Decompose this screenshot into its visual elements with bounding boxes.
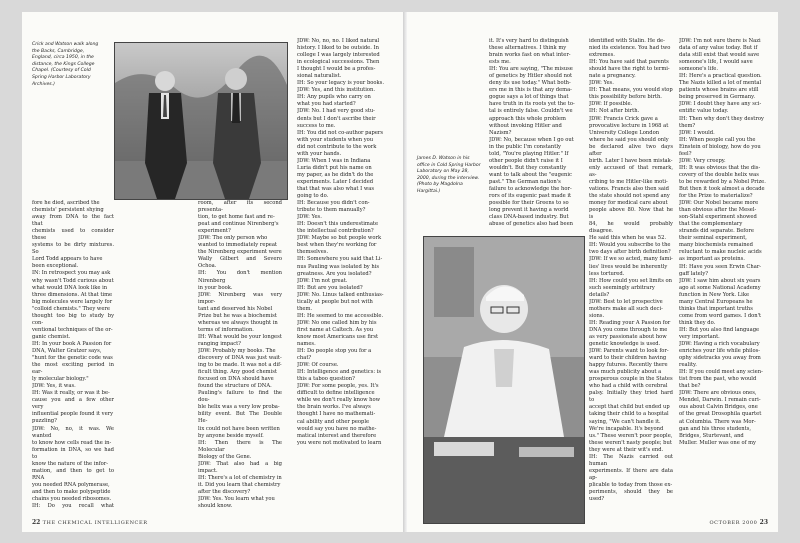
- text-line: entific value today.: [679, 108, 729, 115]
- text-line: chemists used to consider these: [32, 228, 114, 242]
- text-line: ing to be made. It was not a dif-: [198, 362, 282, 369]
- text-line: the state should not spend any: [589, 193, 670, 200]
- photo-watson-crick-graphic: [115, 43, 287, 199]
- text-line: for the Prize to materialize?: [679, 193, 753, 200]
- text-line: feel?: [679, 150, 692, 157]
- text-line: ago at some National Academy: [679, 284, 761, 291]
- text-line: mation, and then to get to RNA: [32, 467, 114, 481]
- text-line: IH: Reading your A Passion for: [589, 319, 671, 326]
- text-line: big molecules were largely for: [32, 298, 113, 305]
- text-line: names.: [297, 341, 316, 348]
- text-line: He said this when he was 52.: [589, 235, 667, 242]
- text-line: my paper, as he didn't do the: [297, 171, 374, 178]
- text-line: JDW: Francis Crick gave a: [589, 115, 658, 122]
- text-line: tist from the past, who would: [679, 376, 757, 383]
- text-line: IH: So your legacy is your books.: [297, 80, 384, 87]
- text-line: peat and continue Nirenberg's: [198, 221, 279, 228]
- text-line: and then to make polypeptide: [32, 488, 111, 495]
- text-line: plicable to today from those ex-: [589, 481, 673, 488]
- text-line: chemists' persistent shying: [32, 207, 104, 214]
- photo-caption-left: Crick and Watson walk along the Backs, Cambridge, England, circa 1950, in the distance, the Kings College Chapel. (Courtesy of Cold Spring Harbor Laboratory Archives.): [32, 42, 99, 87]
- text-line: it. It's very hard to distinguish: [489, 38, 569, 44]
- text-line: them?: [679, 122, 696, 129]
- page-number-right: 23: [759, 519, 768, 526]
- text-line: this possibility before birth.: [589, 94, 662, 101]
- text-line: nus Pauling was isolated by his: [297, 263, 380, 270]
- text-line: their seminal experiment,: [679, 235, 747, 242]
- text-line: matical interest and therefore: [297, 432, 377, 439]
- text-line: you were not motivated to learn: [297, 439, 382, 446]
- text-line: IH: Was it really, or was it be-: [32, 390, 110, 397]
- text-line: JDW: I'm not sure there is Nazi: [679, 38, 761, 44]
- text-line: in your book.: [198, 284, 233, 291]
- text-line: dents but I don't ascribe their: [297, 115, 376, 122]
- text-line: nate a pregnancy.: [589, 73, 636, 80]
- text-line: influential people found it very: [32, 411, 114, 418]
- text-line: JDW: No, no, it was. We wanted: [32, 425, 114, 439]
- text-line: of genetics by Hitler should not: [489, 73, 573, 80]
- right-page: [407, 12, 778, 532]
- text-line: us." These weren't poor people,: [589, 432, 673, 439]
- text-line: JDW: No, because when I go out: [489, 136, 574, 143]
- text-line: being preserved in Germany.: [679, 94, 755, 101]
- text-line: JDW: When I was in Indiana: [297, 157, 371, 164]
- text-line: come from word games. I don't: [679, 312, 762, 319]
- text-line: why wasn't Todd curious about: [32, 277, 114, 284]
- text-line: than obvious after the Mesel-: [679, 207, 757, 214]
- text-line: Prize but he was a biochemist: [198, 312, 277, 319]
- text-line: University College London: [589, 129, 660, 136]
- text-line: JDW: No, no, no. I liked natural: [297, 38, 380, 44]
- text-line: function in New York. Like: [679, 291, 750, 298]
- text-line: to be rewarded by a Nobel Prize.: [679, 178, 766, 185]
- text-line: gaff lately?: [679, 270, 709, 277]
- text-line: the Nirenberg experiment were: [198, 249, 282, 256]
- text-line: I thought I would be a profes-: [297, 66, 376, 73]
- text-line: was much publicity about a: [589, 369, 662, 376]
- text-line: in the public I'm constantly: [489, 143, 561, 150]
- text-line: IN: In retrospect you may ask: [32, 270, 111, 277]
- text-line: "colloid chemists." They were: [32, 305, 110, 312]
- left-column-3-text: [297, 38, 391, 447]
- left-column-1-text: [32, 200, 114, 510]
- text-line: college I was largely interested: [297, 52, 380, 59]
- text-line: thinks that important truths: [679, 305, 753, 312]
- text-line: thought I have no mathemati-: [297, 411, 376, 418]
- photo-watson-office: [423, 236, 585, 524]
- text-line: abuse of genetics also had been: [489, 221, 573, 228]
- text-line: this a taboo question?: [297, 376, 355, 383]
- text-line: what you had started?: [297, 101, 356, 108]
- text-line: told, "You're playing Hitler." If: [489, 150, 569, 157]
- text-line: tically at people but not with: [297, 298, 373, 305]
- text-line: Pauling's failure to find the dou-: [198, 390, 282, 404]
- text-line: extremes.: [589, 52, 615, 59]
- text-line: JDW: If we so acted, many fami-: [589, 256, 673, 263]
- text-line: IH: Doesn't this underestimate: [297, 221, 379, 228]
- text-line: saying, "We can't handle it.: [589, 418, 661, 425]
- text-line: many Central Europeans he: [679, 298, 753, 305]
- text-line: covery of the double helix was: [679, 171, 759, 178]
- text-line: DNA you come through to me: [589, 326, 668, 333]
- text-line: possible for their Greens to so: [489, 200, 569, 207]
- text-line: JDW: For some people, yes. It's: [297, 383, 379, 390]
- text-line: tal is entirely false. Couldn't we: [489, 108, 573, 115]
- text-line: IH: When people call you the: [679, 136, 756, 143]
- text-line: after the discovery?: [198, 488, 251, 495]
- text-line: deny its use today." What both-: [489, 80, 571, 87]
- text-line: JDW: I saw him about six years: [679, 277, 761, 284]
- text-line: to know how cells read the in-: [32, 439, 112, 446]
- text-line: taking their child to a hospital: [589, 411, 669, 418]
- text-line: sions.: [589, 312, 605, 319]
- text-line: Biology of the Gene.: [198, 453, 252, 460]
- text-line: as important as proteins.: [679, 256, 745, 263]
- text-line: reluctant to make nucleic acids: [679, 249, 762, 256]
- text-line: without invoking Hitler and: [489, 122, 562, 129]
- text-line: JDW: Having a rich vocabulary: [679, 341, 760, 348]
- text-line: experiments. Later I decided: [297, 178, 374, 185]
- text-line: IH: Do you recall what: [32, 503, 114, 510]
- text-line: where he said you should only: [589, 136, 669, 143]
- text-line: Luria didn't put his name on: [297, 164, 372, 171]
- text-line: that the complementary: [679, 221, 743, 228]
- text-line: JDW: Parents want to look for-: [589, 348, 669, 355]
- text-line: the brain works. I've always: [297, 404, 371, 411]
- text-line: systems to be dirty mixtures. So: [32, 242, 114, 256]
- text-line: these weren't nasty people; but: [589, 439, 672, 446]
- text-line: know the nature of the infor-: [32, 460, 109, 467]
- text-line: sional naturalist.: [297, 73, 342, 80]
- text-line: ficult thing. Any good chemist: [198, 369, 277, 376]
- text-line: discovery of DNA was just wait-: [198, 355, 282, 362]
- text-line: someone's life.: [679, 66, 719, 73]
- text-line: such seemingly arbitrary: [589, 284, 655, 291]
- text-line: JDW: Yes. You learn what you: [198, 495, 275, 502]
- folio-right: [709, 519, 768, 526]
- text-line: have truth in its roots yet the to-: [489, 101, 575, 108]
- text-line: focused on DNA should have: [198, 376, 274, 383]
- left-column-3: [297, 38, 391, 510]
- text-line: tribute to them manually?: [297, 207, 366, 214]
- text-line: IH: Would you subscribe to the: [589, 242, 671, 249]
- text-line: greatness. Are you isolated?: [297, 270, 372, 277]
- text-line: IH: Here's a practical question.: [679, 73, 762, 80]
- text-line: they were at their wit's end.: [589, 446, 664, 453]
- text-line: been exceptional.: [32, 263, 79, 270]
- text-line: gan and his three students,: [679, 425, 752, 432]
- text-line: the intellectual contribution?: [297, 228, 374, 235]
- text-line: IH: You have said that parents: [589, 59, 669, 66]
- text-line: whereas we always thought in: [198, 319, 278, 326]
- text-line: Muller. Muller was one of my: [679, 439, 756, 446]
- text-line: while we don't really know how: [297, 397, 381, 404]
- text-line: JDW: Nirenberg was very impor-: [198, 291, 282, 305]
- text-line: JDW: That also had a big impact.: [198, 460, 282, 474]
- text-line: many biochemists remained: [679, 242, 753, 249]
- text-line: JDW: No. I had very good stu-: [297, 108, 375, 115]
- text-line: mothers make all such deci-: [589, 305, 663, 312]
- text-line: The Nazis killed a lot of mental: [679, 80, 762, 87]
- text-line: that that was also what I was: [297, 185, 375, 192]
- text-line: ranging impact?: [198, 340, 241, 347]
- text-line: money for medical care about: [589, 200, 668, 207]
- text-line: Bridges, Sturtevant, and: [679, 432, 744, 439]
- text-line: enly accused of that remark, as-: [589, 164, 673, 178]
- text-line: in ecological successions. Then: [297, 59, 380, 66]
- text-line: past." The German nation's: [489, 178, 561, 185]
- text-line: But then it took almost a decade: [679, 185, 765, 192]
- text-line: ophy sidetracks you away from: [679, 355, 761, 362]
- text-line: difficult to define intelligence: [297, 390, 375, 397]
- text-line: lies' lives would be inherently: [589, 263, 668, 270]
- text-line: JDW: Yes, and this institution.: [297, 87, 376, 94]
- text-line: thought too big to study by con-: [32, 312, 114, 326]
- text-line: someone's life, I would save: [679, 59, 753, 66]
- text-line: IH: Intelligence and genetics: is: [297, 369, 382, 376]
- text-line: with your students when you: [297, 136, 374, 143]
- text-line: IH: Do people stop you for a: [297, 348, 372, 355]
- text-line: room, after its second presenta-: [198, 200, 282, 214]
- text-line: IH: In your book A Passion for: [32, 340, 112, 347]
- text-line: IH: You are saying, "The misuse: [489, 66, 573, 73]
- right-column-1: [489, 38, 579, 233]
- text-line: cause you and a few other very: [32, 397, 114, 411]
- right-column-1-text: [489, 38, 579, 228]
- text-line: IH: The Nazis carried out human: [589, 453, 673, 467]
- text-line: lix could not have been written: [198, 425, 280, 432]
- text-line: approach this whole problem: [489, 115, 566, 122]
- text-line: JDW: I doubt they have any sci-: [679, 101, 762, 108]
- photo-watson-crick: [114, 42, 288, 200]
- text-line: puzzling?: [32, 418, 57, 425]
- text-line: IH: What would be your longest: [198, 333, 282, 340]
- text-line: IH: Not after birth.: [589, 108, 640, 115]
- right-column-2-text: [589, 38, 673, 503]
- text-line: IH: He seemed to me accessible.: [297, 312, 384, 319]
- text-line: experiments. If there are data ap-: [589, 467, 673, 481]
- text-line: found the structure of DNA.: [198, 383, 272, 390]
- text-line: ganic chemist.: [32, 333, 71, 340]
- text-line: IH: How could you set limits on: [589, 277, 672, 284]
- text-line: the most exciting period in ear-: [32, 362, 114, 376]
- text-line: JDW: Probably my books. The: [198, 347, 276, 354]
- text-line: accept that child but ended up: [589, 404, 670, 411]
- text-line: IH: But are you isolated?: [297, 284, 363, 291]
- left-page: [22, 12, 405, 532]
- text-line: Einstein of biology, how do you: [679, 143, 761, 150]
- text-line: patients whose brains are still: [679, 87, 759, 94]
- text-line: IH: Any pupils who carry on: [297, 94, 371, 101]
- text-line: bility event. But The Double He-: [198, 411, 282, 425]
- text-line: IH: If you could meet any scien-: [679, 369, 763, 376]
- text-line: prosperous couple in the States: [589, 376, 673, 383]
- text-line: JDW: Best to let prospective: [589, 298, 663, 305]
- text-line: IH: You did not co-author papers: [297, 129, 384, 136]
- left-column-1: [32, 200, 114, 510]
- right-column-3: [679, 38, 769, 510]
- text-line: Mendel, Darwin. I remain curi-: [679, 397, 761, 404]
- text-line: vations. Francis also then said: [589, 185, 669, 192]
- page-number-left: 22: [32, 519, 41, 526]
- magazine-title: THE CHEMICAL INTELLIGENCER: [42, 520, 148, 526]
- text-line: less tortured.: [589, 270, 625, 277]
- text-line: IH: Because you didn't con-: [297, 200, 370, 207]
- text-line: ble helix was a very low proba-: [198, 404, 280, 411]
- text-line: IH: Then there is The Molecular: [198, 439, 282, 453]
- text-line: happy futures. Recently there: [589, 362, 668, 369]
- text-line: IH: It was obvious that the dis-: [679, 164, 761, 171]
- text-line: what would DNA look like in: [32, 284, 108, 291]
- text-line: know most Americans use first: [297, 333, 379, 340]
- text-line: themselves.: [297, 249, 329, 256]
- text-line: you needed RNA polymerase,: [32, 481, 110, 488]
- text-line: them.: [297, 305, 313, 312]
- text-line: who had a child with cerebral: [589, 383, 668, 390]
- text-line: experiment?: [198, 228, 231, 235]
- text-line: JDW: There are obvious ones,: [679, 390, 757, 397]
- text-line: data still exist that would save: [679, 52, 760, 59]
- text-line: with your hands.: [297, 150, 342, 157]
- text-line: away from DNA to the fact that: [32, 214, 114, 228]
- text-line: at Columbia. There was Mor-: [679, 418, 756, 425]
- text-line: "hunt for the genetic code was: [32, 355, 113, 362]
- text-line: three dimensions. At that time: [32, 291, 113, 298]
- text-line: formation in DNA, so we had to: [32, 446, 114, 460]
- text-line: JDW: Very creepy.: [679, 157, 726, 164]
- text-line: chat?: [297, 355, 312, 362]
- text-line: nied its existence. You had two: [589, 45, 671, 52]
- text-line: ward to their children having: [589, 355, 667, 362]
- text-line: JDW: Maybe so but people work: [297, 235, 382, 242]
- text-line: data of any value today. But if: [679, 45, 758, 52]
- text-line: class DNA-based industry. But: [489, 214, 569, 221]
- text-line: tion, to get home fast and re-: [198, 214, 275, 221]
- text-line: periments, should they be used?: [589, 489, 673, 503]
- text-line: think they do.: [679, 319, 716, 326]
- text-line: cribing to me Hitler-like moti-: [589, 178, 668, 185]
- text-line: two days after birth definition?: [589, 249, 671, 256]
- left-column-2: [198, 200, 282, 510]
- photo-watson-office-graphic: [424, 237, 584, 523]
- text-line: birth. Later I have been mistak-: [589, 157, 673, 164]
- text-line: terms of information.: [198, 326, 254, 333]
- text-line: should have the right to termi-: [589, 66, 670, 73]
- text-line: JDW: The only person who: [198, 235, 268, 242]
- text-line: JDW: Yes.: [297, 214, 322, 221]
- text-line: would say you have no mathe-: [297, 425, 377, 432]
- text-line: first name at Caltech. As you: [297, 326, 374, 333]
- text-line: by anyone beside myself.: [198, 432, 264, 439]
- text-line: 84, he would probably disagree.: [589, 221, 673, 235]
- text-line: provocative lecture in 1968 at: [589, 122, 669, 129]
- text-line: JDW: Our Nobel became more: [679, 200, 759, 207]
- text-line: as very passionate about how: [589, 333, 667, 340]
- issue-date: OCTOBER 2000: [709, 520, 758, 526]
- text-line: did not contribute to the work: [297, 143, 377, 150]
- text-line: JDW: Yes, it was.: [32, 383, 76, 390]
- text-line: other people didn't raise it I: [489, 157, 563, 164]
- text-line: brain works fast on what inter-: [489, 52, 571, 59]
- text-line: IH: You don't mention Nirenberg: [198, 270, 282, 284]
- text-line: ventional techniques of the or-: [32, 326, 113, 333]
- text-line: son-Stahl experiment showed: [679, 214, 757, 221]
- text-line: reality.: [679, 362, 697, 369]
- text-line: DNA, Walter Gratzer says,: [32, 347, 102, 354]
- text-line: IH: There's a lot of chemistry in: [198, 474, 282, 481]
- text-line: be declared alive two days after: [589, 143, 673, 157]
- text-line: strands did separate. Before: [679, 228, 754, 235]
- text-line: JDW: I would.: [679, 129, 715, 136]
- text-line: wouldn't. But they constantly: [489, 164, 567, 171]
- photo-caption-right: James D. Watson in his office in Cold Spring Harbor Laboratory on May 28, 2000, during the interview. (Photo by Magdolna Hargittai.): [417, 156, 481, 194]
- text-line: Nazism?: [489, 129, 512, 136]
- text-line: Wally Gilbert and Severo Ochoa.: [198, 256, 282, 270]
- text-line: best when they're working for: [297, 242, 377, 249]
- text-line: identified with Stalin. He de-: [589, 38, 665, 44]
- right-column-2: [589, 38, 673, 510]
- folio-left: [32, 519, 148, 526]
- text-line: JDW: Yes.: [589, 80, 614, 87]
- text-line: very important.: [679, 333, 720, 340]
- right-column-3-text: [679, 38, 769, 447]
- text-line: Lord Todd appears to have: [32, 256, 103, 263]
- text-line: going to do.: [297, 193, 329, 200]
- text-line: people above 80. Now that he is: [589, 207, 673, 221]
- text-line: We're incapable. It's beyond: [589, 425, 664, 432]
- text-line: failure to acknowledge the hor-: [489, 185, 572, 192]
- text-line: these alternatives. I think my: [489, 45, 567, 52]
- text-line: IH: Then why don't they destroy: [679, 115, 764, 122]
- text-line: ests me.: [489, 59, 511, 66]
- text-line: should know.: [198, 503, 233, 510]
- text-line: that be?: [679, 383, 701, 390]
- text-line: it. Did you learn that chemistry: [198, 481, 281, 488]
- text-line: tant and deserved his Nobel: [198, 305, 273, 312]
- text-line: details?: [589, 291, 610, 298]
- text-line: ous about Calvin Bridges, one: [679, 404, 758, 411]
- text-line: cal ability and other people: [297, 418, 370, 425]
- text-line: JDW: I'm not great.: [297, 277, 348, 284]
- left-column-2-text: [198, 200, 282, 510]
- text-line: IH: That means, you would stop: [589, 87, 673, 94]
- text-line: JDW: No one called him by his: [297, 319, 377, 326]
- text-line: want to talk about the "eugenic: [489, 171, 572, 178]
- text-line: gogue says a lot of things that: [489, 94, 569, 101]
- text-line: history. I liked to be outside. In: [297, 45, 379, 52]
- text-line: IH: Somewhere you said that Li-: [297, 256, 383, 263]
- text-line: JDW: If possible.: [589, 101, 633, 108]
- text-line: ers me in this is that any dema-: [489, 87, 572, 94]
- text-line: long prevent it having a world: [489, 207, 569, 214]
- text-line: chains you needed ribosomes.: [32, 495, 112, 502]
- text-line: fore he died, ascribed the: [32, 200, 100, 206]
- text-line: JDW: No. Linus talked enthusias-: [297, 291, 384, 298]
- text-line: of the great Drosophila quartet: [679, 411, 762, 418]
- text-line: rors of its eugenic past made it: [489, 193, 572, 200]
- text-line: ly molecular biology.": [32, 376, 89, 383]
- text-line: IH: But you also find language: [679, 326, 760, 333]
- text-line: enriches your life while philos-: [679, 348, 760, 355]
- text-line: palsy. Initially they tried hard to: [589, 390, 673, 404]
- text-line: success to me.: [297, 122, 336, 129]
- text-line: genetic knowledge is used.: [589, 341, 661, 348]
- text-line: JDW: Of course.: [297, 362, 339, 369]
- text-line: IH: Have you seen Erwin Char-: [679, 263, 762, 270]
- text-line: wanted to immediately repeat: [198, 242, 278, 249]
